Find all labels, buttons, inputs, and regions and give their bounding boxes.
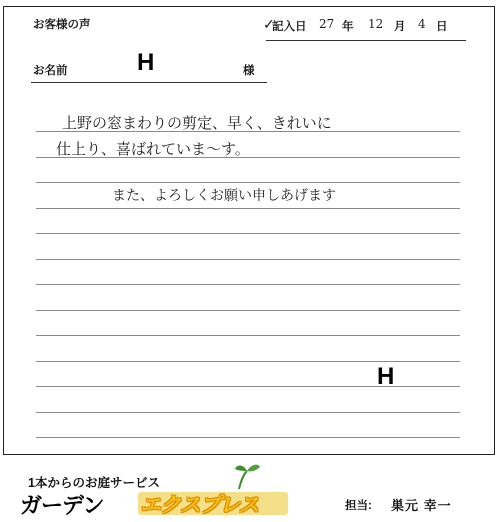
entry-date-label: 記入日 — [272, 19, 307, 33]
ruled-line — [36, 233, 460, 234]
comment-line: 上野の窓まわりの剪定、早く、きれいに — [62, 114, 332, 132]
customer-voice-card — [3, 6, 495, 455]
ruled-line — [36, 284, 460, 285]
ruled-line — [36, 386, 460, 387]
staff-name: 巣元 幸一 — [391, 498, 452, 513]
signature: H — [377, 363, 395, 390]
staff-label: 担当: — [345, 500, 372, 512]
comment-line: 仕上り、喜ばれていま～す。 — [56, 140, 250, 158]
honorific: 様 — [243, 63, 255, 77]
entry-year: 27 — [319, 17, 335, 31]
day-unit: 日 — [436, 19, 448, 33]
ruled-line — [36, 437, 460, 438]
checkmark-icon: ✓ — [263, 17, 275, 33]
brand-name-yellow: エクスプレス — [140, 494, 259, 517]
ruled-line — [36, 361, 460, 362]
comment-line: また、よろしくお願い申しあげます — [112, 188, 336, 204]
ruled-line — [36, 182, 460, 183]
date-underline — [266, 40, 466, 41]
ruled-line — [36, 310, 460, 311]
name-label: お名前 — [33, 63, 68, 77]
ruled-line — [36, 259, 460, 260]
brand-name-black: ガーデン — [20, 493, 104, 518]
entry-month: 12 — [368, 17, 384, 31]
header-label: お客様の声 — [33, 17, 91, 31]
tagline: 1本からのお庭サービス — [28, 476, 160, 490]
sprout-icon — [233, 461, 261, 491]
name-underline — [31, 82, 267, 83]
ruled-line — [36, 412, 460, 413]
ruled-line — [36, 335, 460, 336]
month-unit: 月 — [394, 19, 406, 33]
brand-name-yellow-box — [138, 492, 288, 515]
ruled-line — [36, 208, 460, 209]
year-unit: 年 — [342, 19, 354, 33]
footer — [0, 455, 500, 522]
entry-day: 4 — [418, 17, 426, 31]
customer-name: H — [137, 49, 155, 76]
